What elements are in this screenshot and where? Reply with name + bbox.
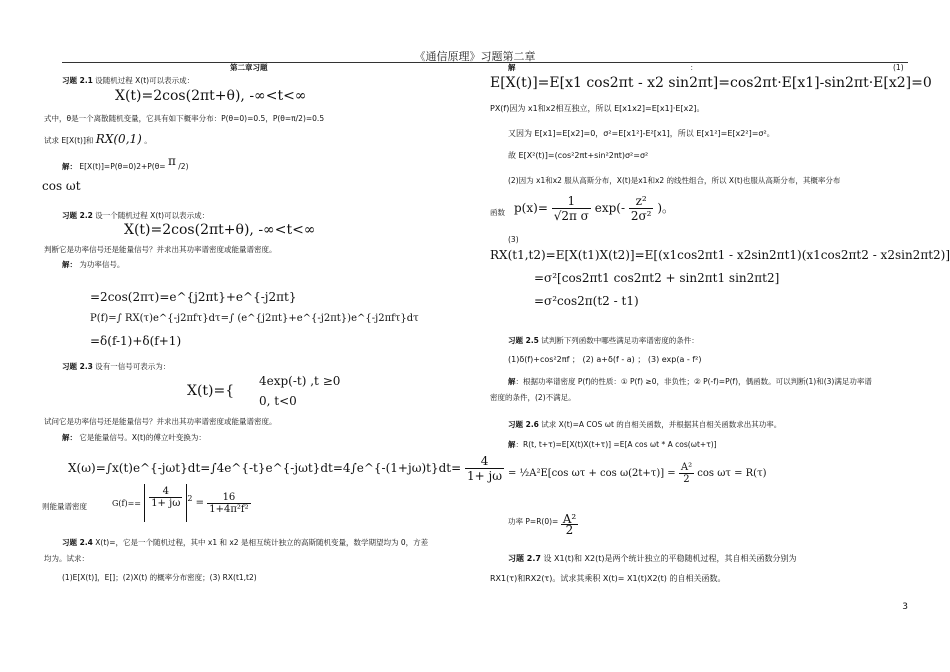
problem-2-7-line2: RX1(τ)和RX2(τ)。试求其乘积 X(t)= X1(t)X2(t) 的自相关函数。 [490, 574, 726, 583]
problem-2-2-eq2: P(f)=∫ RX(τ)e^{-j2πfτ}dτ=∫ (e^{j2πt}+e^{-j2πt})e^{-j2πfτ}dτ [90, 313, 419, 324]
problem-2-1-cos: cos ωt [42, 179, 81, 193]
problem-2-6-power: 功率 P=R(0)= $\frac{\text{A²}}{2}$ [508, 512, 577, 537]
solution-colon: ： [690, 63, 698, 72]
problem-2-3-solution: 解： 它是能量信号。X(t)的傅立叶变换为： [62, 433, 206, 442]
page-header: 《通信原理》习题第二章 [414, 50, 536, 63]
problem-2-1-line2: 式中，θ是一个离散随机变量，它具有如下概率分布：P(θ=0)=0.5，P(θ=π/2)=0.5 [44, 114, 325, 123]
problem-2-4: 习题 2.4 X(t)=，它是一个随机过程，其中 x1 和 x2 是相互统计独立的高斯随机变量，数学期望均为 0，方差 [62, 538, 429, 547]
problem-2-1-eq: X(t)=2cos(2πt+θ), -∞<t<∞ [115, 88, 307, 104]
problem-2-2-eq1: =2cos(2πτ)=e^{j2πt}+e^{-j2πt} [90, 290, 297, 304]
problem-2-1-rx: RX(0,1) [95, 132, 142, 146]
problem-2-7: 习题 2.7 设 X1(t)和 X2(t)是两个统计独立的平稳随机过程，其自相关函数分别为 [508, 554, 797, 563]
problem-2-3-esd: G(f)== $\frac{4}{1+ j\omega}$ $^2$ = $\frac{16}{\text{1+4π²f²}}$ [112, 484, 251, 522]
problem-2-5-opts: (1)δ(f)+cos²2πf ； (2) a+δ(f - a) ； (3) exp(a - f²) [508, 355, 702, 364]
problem-2-1-title: 习题 2.1 [62, 76, 93, 85]
r-eq3b: =σ²[cos2πt1 cos2πt2 + sin2πt1 sin2πt2] [534, 271, 780, 285]
problem-2-3-case2: 0, t<0 [259, 394, 297, 408]
problem-2-4-line2: 均为。试求： [44, 554, 89, 563]
problem-2-6-eq2: = ½A²E[cos ωτ + cos ω(2t+τ)] = $\frac{\text{A²}}{2}$ cos ωτ = R(τ) [508, 462, 767, 485]
r-eq3a: RX(t1,t2)=E[X(t1)X(t2)]=E[(x1cos2πt1 - x2sin2πt1)(x1cos2πt2 - x2sin2πt2)] [490, 248, 950, 262]
problem-2-3-line2: 试问它是功率信号还是能量信号？并求出其功率谱密度或能量谱密度。 [44, 417, 277, 426]
problem-2-3-esd-label: 则能量谱密度 [42, 502, 87, 511]
r-pdf-label: 函数 [490, 208, 505, 217]
r-3: (3) [508, 235, 519, 244]
r-2: (2)因为 x1和x2 服从高斯分布，X(t)是x1和x2 的线性组合，所以 X(t)也服从高斯分布，其概率分布 [508, 176, 841, 185]
problem-2-4-line3: (1)E[X(t)]，E[]；(2)X(t) 的概率分布密度；(3) RX(t1,t2) [62, 573, 257, 582]
solution-label: 解 [508, 63, 516, 72]
r-pdf: p(x)= $\frac{1}{\text{√2π σ}}$ exp(- $\frac{\text{z²}}{\text{2σ²}}$ )。 [514, 194, 674, 223]
problem-2-5: 习题 2.5 试判断下列函数中哪些满足功率谱密度的条件： [508, 336, 699, 345]
problem-2-2-eq: X(t)=2cos(2πt+θ), -∞<t<∞ [124, 222, 316, 238]
r-eq1: E[X(t)]=E[x1 cos2πt - x2 sin2πt]=cos2πt·E[x1]-sin2πt·E[x2]=0 [490, 75, 932, 91]
problem-2-6: 习题 2.6 试求 X(t)=A COS ωt 的自相关函数，并根据其自相关函数求出其功率。 [508, 420, 782, 429]
problem-2-2: 习题 2.2 设一个随机过程 X(t)可以表示成： [62, 211, 210, 220]
page-body [42, 63, 950, 626]
problem-2-3-eq: X(ω)=∫x(t)e^{-jωt}dt=∫4e^{-t}e^{-jωt}dt=4∫e^{-(1+jω)t}dt= $\frac{4}{1+ j\omega}$ [68, 454, 503, 483]
problem-2-6-solution: 解：R(t, t+τ)=E[X(t)X(t+τ)] =E[A cos ωt * A cos(ωt+τ)] [508, 440, 717, 449]
r-so: 故 E[X²(t)]=(cos²2πt+sin²2πt)σ²=σ² [508, 151, 649, 160]
r-also: 又因为 E[x1]=E[x2]=0，σ²=E[x1²]-E²[x1]，所以 E[x1²]=E[x2²]=σ²。 [508, 129, 775, 138]
problem-2-1-solution: 解： E[X(t)]=P(θ=0)2+P(θ= π /2) [62, 154, 189, 171]
solution-num: (1) [893, 63, 904, 72]
header-rule [62, 62, 908, 63]
problem-2-5-solution: 解：根据功率谱密度 P(f)的性质：① P(f) ≥0，非负性；② P(-f)=P(f)，偶函数。可以判断(1)和(3)满足功率谱 [508, 377, 872, 386]
page-number: 3 [902, 602, 908, 612]
problem-2-2-solution: 解： 为功率信号。 [62, 260, 125, 269]
problem-2-2-line2: 判断它是功率信号还是能量信号？并求出其功率谱密度或能量谱密度。 [44, 245, 277, 254]
problem-2-3-lhs: X(t)={ [187, 383, 235, 399]
problem-2-1-line3: 试求 E[X(t)]和 RX(0,1) 。 [44, 132, 152, 146]
r-px: PX(f)因为 x1和x2相互独立，所以 E[x1x2]=E[x1]·E[x2]。 [490, 104, 705, 113]
problem-2-3-case1: 4exp(-t) ,t ≥0 [259, 374, 341, 388]
chapter-title: 第二章习题 [230, 63, 268, 72]
problem-2-5-solution-2: 密度的条件，(2)不满足。 [490, 393, 576, 402]
problem-2-1-stmt: 设随机过程 X(t)可以表示成： [95, 76, 195, 85]
problem-2-1 [62, 76, 194, 86]
problem-2-3: 习题 2.3 设有一信号可表示为： [62, 362, 171, 371]
r-eq3c: =σ²cos2π(t2 - t1) [534, 294, 639, 308]
problem-2-2-eq3: =δ(f-1)+δ(f+1) [90, 334, 182, 348]
